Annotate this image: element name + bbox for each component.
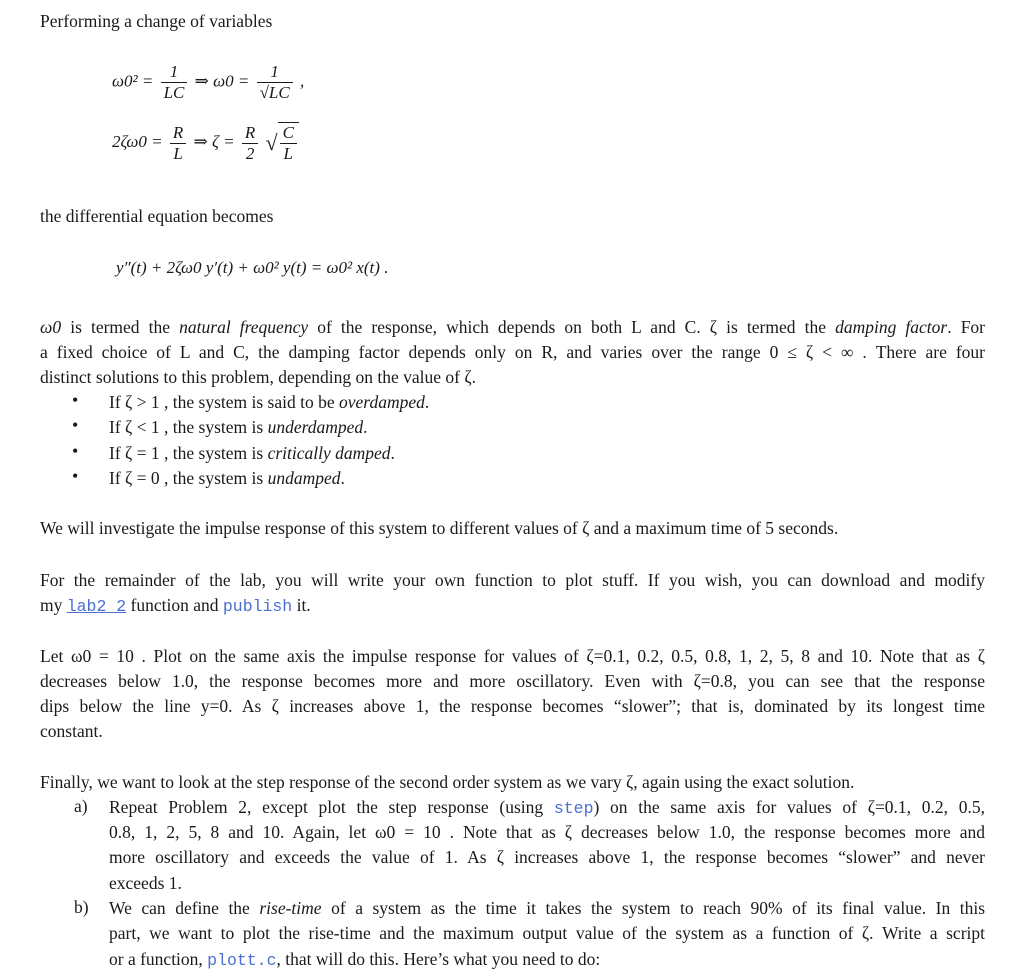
eq2-frac2-den: 2 bbox=[242, 143, 258, 164]
eq2-frac1-den: L bbox=[170, 143, 186, 164]
bullet-text: If ζ > 1 , the system is said to be bbox=[109, 392, 340, 412]
eq2-fraction-2 bbox=[242, 123, 258, 164]
para1-line1 bbox=[40, 316, 985, 338]
item-b-text-b: of a system as the time it takes the system to reach 90% of its final value. In this bbox=[321, 898, 986, 918]
item-a-line4: exceeds 1. bbox=[109, 873, 182, 893]
plottc-link[interactable]: plott.c bbox=[207, 951, 277, 970]
bullet-punct: . bbox=[390, 443, 395, 463]
item-b-line3 bbox=[109, 948, 600, 972]
para4-line2: decreases below 1.0, the response becomes more and more oscillatory. Even with ζ=0.8, you can see that the response bbox=[40, 671, 985, 691]
bullet-critically-damped bbox=[109, 442, 395, 464]
para4-line3: dips below the line y=0. As ζ increases above 1, the response becomes “slower”; that is, dominated by its longest time bbox=[40, 696, 985, 716]
bullet-text: If ζ = 0 , the system is bbox=[109, 468, 268, 488]
para1-line2: a fixed choice of L and C, the damping factor depends only on R, and varies over the range 0 ≤ ζ < ∞ . There are four bbox=[40, 342, 985, 362]
damping-factor-term: damping factor bbox=[835, 317, 948, 337]
para3-line2 bbox=[40, 594, 311, 618]
bullet-dot-icon: • bbox=[72, 390, 79, 410]
equation-omega0 bbox=[112, 62, 304, 103]
bullet-overdamped bbox=[109, 391, 429, 413]
bullet-punct: . bbox=[340, 468, 345, 488]
eq1-frac2-den: √LC bbox=[257, 82, 293, 103]
eq2-frac1-num: R bbox=[172, 122, 184, 142]
bullet-dot-icon: • bbox=[72, 415, 79, 435]
eq1-fraction-2 bbox=[257, 62, 293, 103]
item-a-text-b: ) on the same axis for values of ζ=0.1, 0.2, 0.5, bbox=[593, 797, 985, 817]
para4-line1: Let ω0 = 10 . Plot on the same axis the impulse response for values of ζ=0.1, 0.2, 0.5, 0.8, 1, 2, 5, 8 and 10. Note that as ζ bbox=[40, 646, 985, 666]
eq2-fraction-1 bbox=[170, 123, 186, 164]
bullet-term: undamped bbox=[267, 468, 341, 488]
para1-text-c: . For bbox=[947, 317, 986, 337]
bullet-text: If ζ = 1 , the system is bbox=[109, 443, 268, 463]
bullet-undamped bbox=[109, 467, 345, 489]
item-b-line2: part, we want to plot the rise-time and the maximum output value of the system as a function of ζ. Write a script bbox=[109, 923, 985, 943]
item-a-line2: 0.8, 1, 2, 5, 8 and 10. Again, let ω0 = 10 . Note that as ζ decreases below 1.0, the response becomes more and bbox=[109, 822, 985, 842]
item-b-text-d: , that will do this. Here’s what you need to do: bbox=[276, 949, 601, 969]
eq1-lhs: ω0² = bbox=[112, 71, 154, 91]
equation-zeta bbox=[112, 122, 302, 164]
bullet-dot-icon: • bbox=[72, 466, 79, 486]
diffeq-intro: the differential equation becomes bbox=[40, 206, 274, 226]
eq1-comma: , bbox=[299, 71, 305, 91]
bullet-term: critically damped bbox=[267, 443, 391, 463]
para3-text-b: function and bbox=[126, 595, 223, 615]
item-a-line1 bbox=[109, 796, 985, 820]
omega0-symbol: ω0 bbox=[40, 317, 62, 337]
eq2-lhs: 2ζω0 = bbox=[112, 131, 163, 151]
eq1-frac1-den: LC bbox=[161, 82, 188, 103]
eq2-frac2-num: R bbox=[244, 122, 256, 142]
eq1-frac1-num: 1 bbox=[169, 62, 179, 81]
item-b-line1 bbox=[109, 897, 985, 919]
differential-equation: y″(t) + 2ζω0 y′(t) + ω0² y(t) = ω0² x(t) . bbox=[116, 258, 389, 277]
intro-text: Performing a change of variables bbox=[40, 11, 273, 31]
para5: Finally, we want to look at the step response of the second order system as we vary ζ, again using the exact solution. bbox=[40, 772, 855, 792]
rise-time-term: rise-time bbox=[259, 898, 322, 918]
item-b-marker: b) bbox=[74, 897, 89, 917]
eq1-arrow: ⇒ ω0 = bbox=[194, 71, 250, 91]
eq2-sqrt-fraction bbox=[278, 122, 299, 164]
eq2-sqrt-den: L bbox=[280, 143, 297, 164]
sqrt-sign-icon: √ bbox=[265, 130, 278, 155]
bullet-term: underdamped bbox=[267, 417, 364, 437]
eq1-frac2-num: 1 bbox=[270, 62, 279, 81]
bullet-underdamped bbox=[109, 416, 368, 438]
step-link[interactable]: step bbox=[553, 799, 594, 818]
eq2-arrow: ⇒ ζ = bbox=[193, 131, 235, 151]
bullet-text: If ζ < 1 , the system is bbox=[109, 417, 268, 437]
bullet-punct: . bbox=[424, 392, 430, 412]
eq2-sqrt-num: C bbox=[282, 123, 294, 142]
publish-link[interactable]: publish bbox=[222, 597, 293, 616]
para2: We will investigate the impulse response of this system to different values of ζ and a maximum time of 5 seconds. bbox=[40, 518, 839, 538]
bullet-term: overdamped bbox=[339, 392, 425, 412]
natural-frequency-term: natural frequency bbox=[179, 317, 309, 337]
para1-line3: distinct solutions to this problem, depending on the value of ζ. bbox=[40, 367, 476, 387]
para3-line1: For the remainder of the lab, you will write your own function to plot stuff. If you wish, you can download and modify bbox=[40, 570, 985, 590]
para3-text-c: it. bbox=[292, 595, 311, 615]
para4-line4: constant. bbox=[40, 721, 103, 741]
para1-text-a: is termed the bbox=[61, 317, 180, 337]
para1-text-b: of the response, which depends on both L and C. ζ is termed the bbox=[308, 317, 836, 337]
bullet-punct: . bbox=[363, 417, 368, 437]
lab2-2-link[interactable]: lab2_2 bbox=[66, 597, 127, 616]
item-a-line3: more oscillatory and exceeds the value of 1. As ζ increases above 1, the response becomes “slower” and never bbox=[109, 847, 985, 867]
bullet-dot-icon: • bbox=[72, 441, 79, 461]
item-a-marker: a) bbox=[74, 796, 88, 816]
item-b-text-c: or a function, bbox=[109, 949, 208, 969]
eq1-fraction-1 bbox=[161, 62, 188, 103]
item-b-text-a: We can define the bbox=[109, 898, 260, 918]
item-a-text-a: Repeat Problem 2, except plot the step response (using bbox=[109, 797, 554, 817]
para3-text-a: my bbox=[40, 595, 67, 615]
